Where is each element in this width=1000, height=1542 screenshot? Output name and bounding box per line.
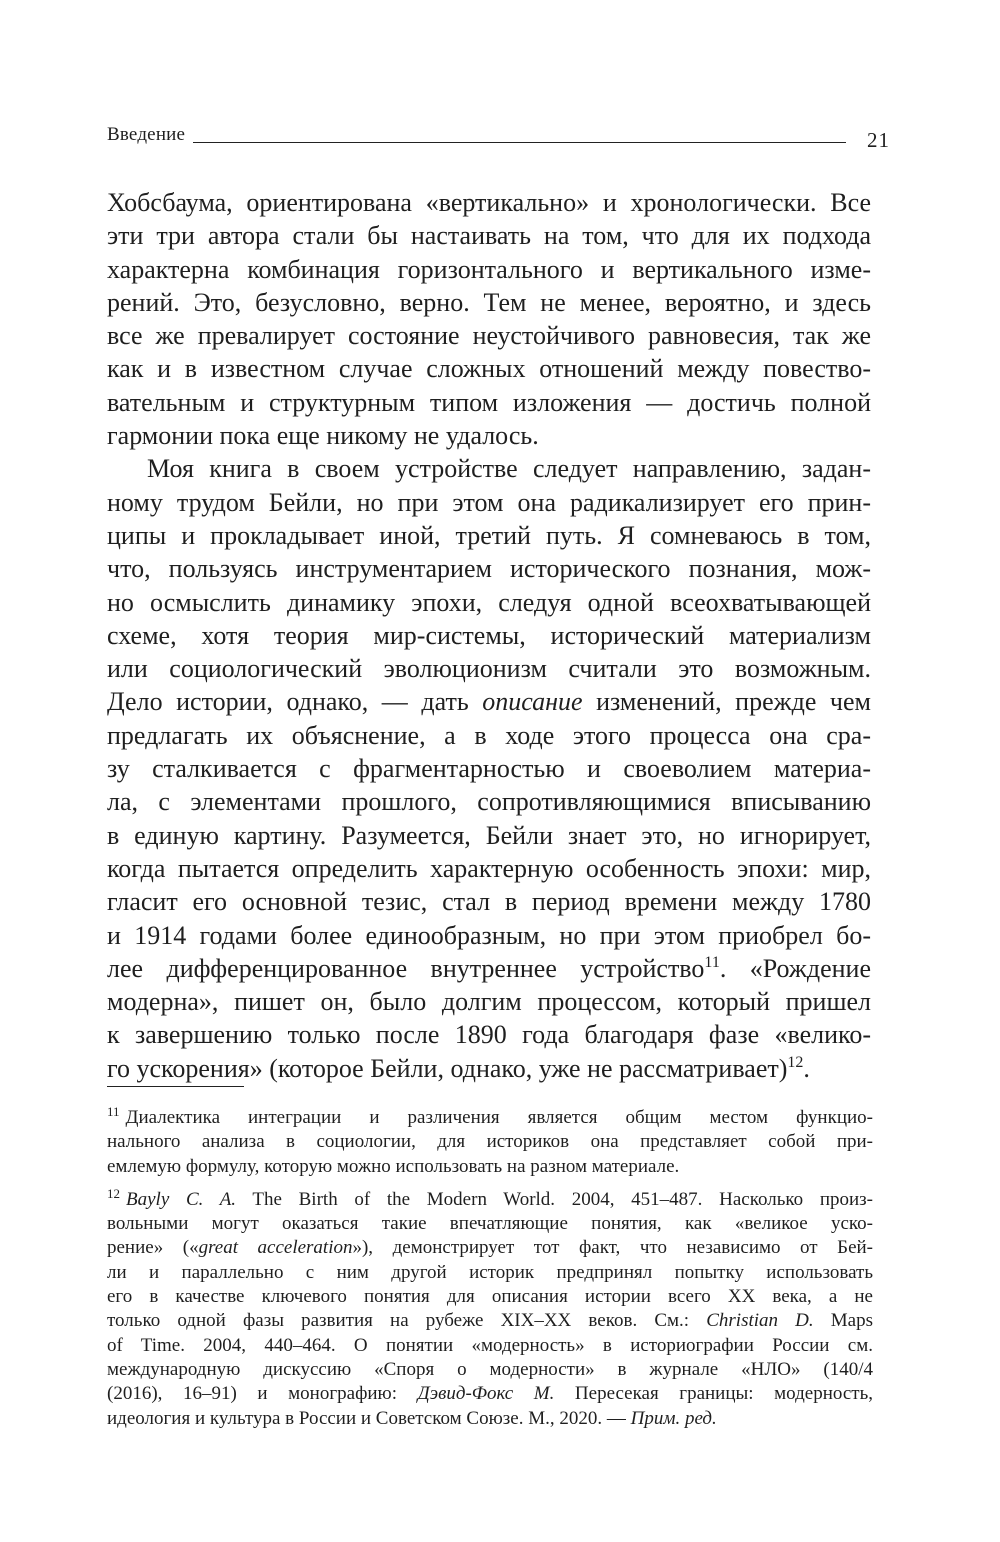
text-line: зу сталкивается с фрагментарностью и своеволием материа- (107, 754, 871, 784)
footnote-line: вольными могут оказаться такие впечатляющие понятия, как «великое уско- (107, 1213, 873, 1235)
text-line: или социологический эволюционизм считали это возможным. (107, 654, 871, 684)
footnote-11 (107, 1100, 873, 1179)
footnote-line: международную дискуссию «Споря о модерности» в журнале «НЛО» (140/4 (107, 1358, 873, 1380)
text-line (107, 685, 871, 718)
text-line: Хобсбаума, ориентирована «вертикально» и хронологически. Все (107, 188, 871, 217)
text-line: ципы и прокладывает иной, третий путь. Я сомневаюсь в том, (107, 520, 871, 550)
text-line: когда пытается определить характерную особенность эпохи: мир, (107, 853, 871, 883)
footnotes (107, 1100, 873, 1434)
footnote-line (107, 1407, 873, 1431)
text-line: в единую картину. Разумеется, Бейли знает это, но игнорирует, (107, 820, 871, 850)
text-segment: только одной фазы развития на рубеже XIX–XX веков. См.: (107, 1310, 707, 1332)
text-line: все же превалирует состояние неустойчивого равновесия, так же (107, 321, 871, 351)
text-line: предлагать их объяснение, а в ходе этого процесса она сра- (107, 720, 871, 750)
footnote-number: 12 (107, 1185, 120, 1201)
text-line: ла, с элементами прошлого, сопротивляющимися вписыванию (107, 787, 871, 817)
text-segment: Диалектика интеграции и различения является общим местом функцио- (125, 1107, 873, 1128)
footnote-ref-11[interactable]: 11 (704, 953, 720, 971)
paragraph-1 (107, 186, 871, 452)
footnote-line: ли и параллельно с ним другой историк предпринял попытку использовать (107, 1261, 873, 1283)
text-line: ному трудом Бейли, но при этом она радикализирует его прин- (107, 487, 871, 517)
text-line: модерна», пишет он, было долгим процессом, который пришел (107, 987, 871, 1017)
text-line: что, пользуясь инструментарием исторического познания, мож- (107, 554, 871, 584)
italic-term: описание (482, 687, 583, 717)
text-line: но осмыслить динамику эпохи, следуя одной всеохватывающей (107, 587, 871, 617)
text-line (107, 952, 871, 985)
text-segment: го ускорения» (которое Бейли, однако, уже не рассматривает) (107, 1053, 788, 1083)
running-head (107, 124, 890, 154)
footnote-line: нального анализа в социологии, для историков она представляет собой при- (107, 1131, 873, 1153)
footnote-line (107, 1309, 873, 1333)
footnote-separator (107, 1086, 244, 1087)
italic-term: great acceleration (198, 1237, 353, 1259)
text-segment: »), демонстрирует тот факт, что независимо от Бей- (352, 1237, 873, 1259)
text-line: и 1914 годами более единообразным, но при этом приобрел бо- (107, 920, 871, 950)
text-line: эти три автора стали бы настаивать на том, что для их подхода (107, 221, 871, 251)
footnote-number: 11 (107, 1104, 120, 1119)
text-segment: . (803, 1053, 810, 1083)
author-name: Дэвид-Фокс М. (417, 1383, 555, 1405)
text-line: гласит его основной тезис, стал в период времени между 1780 (107, 887, 871, 917)
footnote-12 (107, 1182, 873, 1431)
footnote-line (107, 1236, 873, 1260)
page-number: 21 (867, 128, 890, 152)
text-segment: The Birth of the Modern World. 2004, 451–487. Насколько произ- (236, 1188, 873, 1210)
footnote-line: of Time. 2004, 440–464. О понятии «модерность» в историографии России см. (107, 1334, 873, 1356)
author-name: Bayly C. A. (126, 1188, 237, 1210)
text-line: вательным и структурным типом изложения — достичь полной (107, 387, 871, 417)
footnote-line (107, 1182, 873, 1212)
text-segment: Дело истории, однако, — дать (107, 687, 483, 717)
section-title: Введение (107, 124, 186, 145)
text-line: к завершению только после 1890 года благодаря фазе «велико- (107, 1020, 871, 1050)
text-segment: идеология и культура в России и Советском Союзе. М., 2020. — (107, 1407, 631, 1429)
footnote-line (107, 1382, 873, 1406)
text-segment: лее дифференцированное внутреннее устройство (107, 953, 705, 983)
footnote-ref-12[interactable]: 12 (787, 1053, 804, 1071)
text-segment: изменений, прежде чем (582, 687, 871, 717)
text-line: гармонии пока еще никому не удалось. (107, 421, 539, 451)
footnote-line (107, 1100, 873, 1130)
text-segment: . «Рождение (719, 953, 871, 983)
text-line: характерна комбинация горизонтального и вертикального изме- (107, 254, 871, 284)
text-line: Моя книга в своем устройстве следует направлению, задан- (147, 454, 871, 484)
text-line (107, 1052, 871, 1085)
text-segment: (2016), 16–91) и монографию: (107, 1383, 418, 1405)
text-line: рений. Это, безусловно, верно. Тем не менее, вероятно, и здесь (107, 287, 871, 317)
text-segment: Пересекая границы: модерность, (554, 1383, 874, 1405)
footnote-line: емлемую формулу, которую можно использовать на разном материале. (107, 1155, 680, 1177)
text-line: как и в известном случае сложных отношений между повество- (107, 354, 871, 384)
author-name: Christian D. (706, 1310, 814, 1332)
paragraph-2 (107, 452, 871, 1085)
text-segment: рение» (« (107, 1237, 199, 1259)
header-rule (193, 142, 846, 143)
editor-note: Прим. ред. (630, 1407, 717, 1429)
main-text (107, 186, 871, 1085)
footnote-line: его в качестве ключевого понятия для описания истории всего XX века, а не (107, 1286, 873, 1308)
text-line: схеме, хотя теория мир-системы, исторический материализм (107, 620, 871, 650)
text-segment: Maps (813, 1310, 874, 1332)
